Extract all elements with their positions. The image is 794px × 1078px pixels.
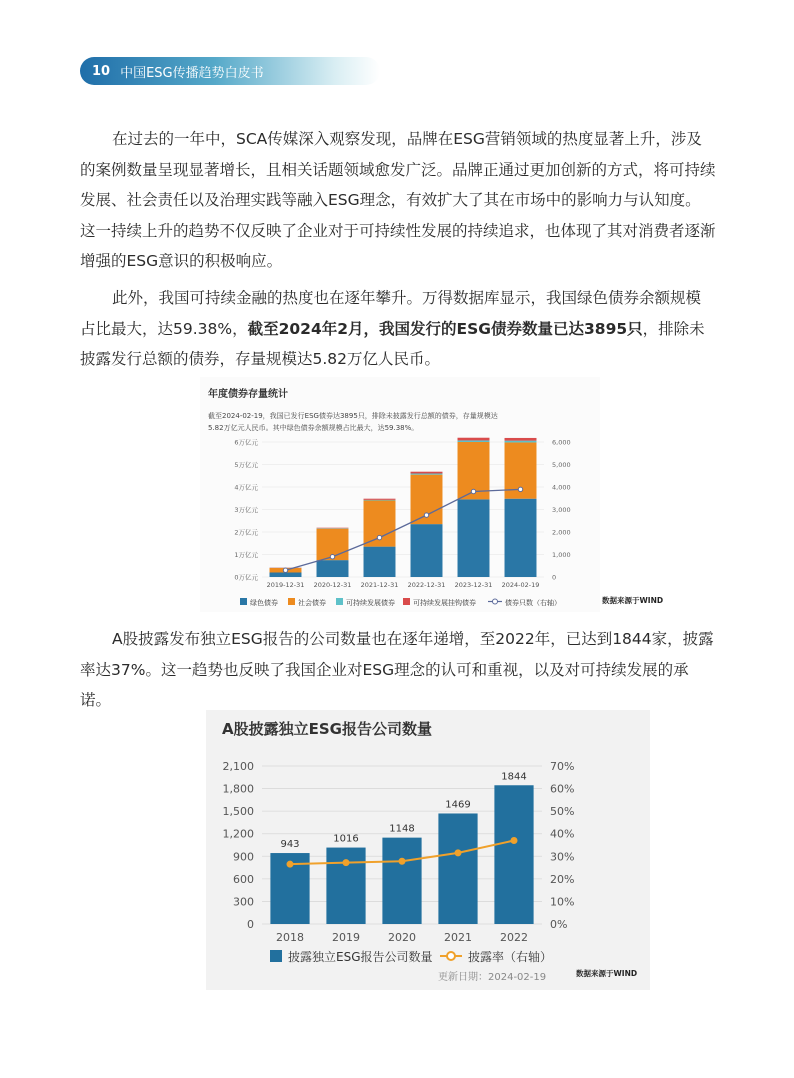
disclosure-rate-point [399,858,405,864]
legend-marker-bond-count [493,599,498,604]
paragraph-3-text: A股披露发布独立ESG报告的公司数量也在逐年递增，至2022年，已达到1844家，披露率达37%。这一趋势也反映了我国企业对ESG理念的认可和重视，以及对可持续发展的承诺。 [80,630,714,709]
bond-stock-chart-svg [200,377,600,612]
esg-report-chart [206,710,650,990]
x-tick-label: 2022 [500,931,528,944]
y-right-tick-label: 1,000 [552,551,571,559]
legend-marker-disclosure-rate [447,952,455,960]
x-tick-label: 2019 [332,931,360,944]
chart1-subtitle-1: 截至2024-02-19，我国已发行ESG债券达3895只，排除未披露发行总额的债券，存量规模达 [208,412,498,420]
y-right-tick-label: 0% [550,918,568,931]
x-tick-label: 2018 [276,931,304,944]
paragraph-1-text: 在过去的一年中，SCA传媒深入观察发现，品牌在ESG营销领域的热度显著上升，涉及的案例数量呈现显著增长，且相关话题领域愈发广泛。品牌正通过更加创新的方式，将可持续发展、社会责任以及治理实践等融入ESG理念，有效扩大了其在市场中的影响力与认知度。这一持续上升的趋势不仅反映了企业对于可持续性发展的持续追求，也体现了其对消费者逐渐增强的ESG意识的积极响应。 [80,130,716,270]
disclosure-rate-point [287,861,293,867]
bar [438,813,477,924]
paragraph-2-text-a: 此外，我国可持续金融的热度也在逐年攀升。万得数据库显示，我国绿色债券余额规模占比最大，达59.38%， [80,289,702,338]
page-number: 10 [92,63,111,79]
y-left-tick-label: 1,800 [222,782,254,796]
y-right-tick-label: 10% [550,895,575,909]
x-tick-label: 2021-12-31 [360,581,399,589]
legend-swatch-linked-bond [403,598,410,605]
y-left-tick-label: 600 [233,872,254,886]
legend-green-bond: 绿色债券 [250,599,278,607]
y-right-tick-label: 20% [550,872,575,886]
bar [382,838,421,924]
bar-segment [411,474,443,475]
bar-segment [364,500,396,501]
bond-count-point [518,487,522,491]
legend-disclosure-rate: 披露率（右轴） [468,950,553,964]
y-left-tick-label: 300 [233,895,254,909]
bar-segment [505,438,537,441]
x-tick-label: 2021 [444,931,472,944]
bar-segment [364,499,396,500]
y-right-tick-label: 3,000 [552,506,571,514]
esg-report-chart-svg [206,710,650,990]
x-tick-label: 2023-12-31 [454,581,493,589]
legend-sustainable-bond: 可持续发展债券 [346,599,395,607]
legend-bond-count: 债券只数（右轴） [505,599,561,607]
bond-count-point [283,568,287,572]
bar-segment [317,560,349,577]
y-right-tick-label: 0 [552,573,557,582]
y-left-tick-label: 1,200 [222,827,254,841]
y-left-tick-label: 5万亿元 [234,461,258,469]
paragraph-2-text-b: ，排除未披露发行总额的债券，存量规模达5.82万亿人民币。 [80,319,705,368]
y-right-tick-label: 40% [550,827,575,841]
bar-segment [505,499,537,577]
disclosure-rate-point [455,850,461,856]
bar-data-label: 1844 [501,771,527,783]
bar-segment [270,573,302,578]
document-title: 中国ESG传播趋势白皮书 [120,65,264,81]
paragraph-2-bold: 截至2024年2月，我国发行的ESG债券数量已达3895只 [247,319,643,338]
x-tick-label: 2022-12-31 [407,581,446,589]
bar-segment [411,524,443,577]
y-left-tick-label: 4万亿元 [234,483,258,492]
chart1-subtitle-2: 5.82万亿元人民币。其中绿色债券余额规模占比最大，达59.38%。 [208,424,419,432]
y-left-tick-label: 2万亿元 [234,528,258,537]
bar-segment [411,472,443,474]
y-left-tick-label: 1万亿元 [234,551,258,559]
bar-data-label: 943 [280,839,300,851]
y-left-tick-label: 2,100 [222,760,254,773]
bar [494,785,533,924]
paragraph-1 [80,124,716,277]
chart2-source: 数据来源于WIND [576,969,638,978]
y-right-tick-label: 50% [550,805,575,819]
bar-segment [458,499,490,577]
paragraph-2 [80,283,716,375]
y-left-tick-label: 3万亿元 [234,506,258,514]
legend-company-count: 披露独立ESG报告公司数量 [288,950,433,964]
legend-swatch-green-bond [240,598,247,605]
y-right-tick-label: 6,000 [552,438,571,447]
legend-swatch-sustainable-bond [336,598,343,605]
x-tick-label: 2024-02-19 [501,581,540,589]
y-right-tick-label: 4,000 [552,483,571,492]
y-left-tick-label: 900 [233,850,254,864]
bond-count-point [330,555,334,559]
bar-segment [458,440,490,442]
legend-swatch-social-bond [288,598,295,605]
y-right-tick-label: 70% [550,760,575,773]
bond-count-point [471,489,475,493]
chart2-update-date: 更新日期：2024-02-19 [438,972,547,983]
paragraph-3 [80,624,716,716]
bar-data-label: 1148 [389,823,415,835]
disclosure-rate-point [343,860,349,866]
chart1-source: 数据来源于WIND [602,596,664,605]
disclosure-rate-point [511,837,517,843]
y-right-tick-label: 30% [550,850,575,864]
bond-count-point [424,513,428,517]
bar-data-label: 1469 [445,799,471,811]
chart2-title: A股披露独立ESG报告公司数量 [222,720,432,738]
bar-data-label: 1016 [333,833,359,845]
x-tick-label: 2019-12-31 [266,581,305,589]
y-right-tick-label: 5,000 [552,461,571,469]
chart1-title: 年度债券存量统计 [208,389,288,400]
y-left-tick-label: 0万亿元 [234,573,258,582]
y-left-tick-label: 1,500 [222,805,254,819]
legend-social-bond: 社会债券 [298,599,326,607]
bar-segment [505,441,537,443]
y-right-tick-label: 60% [550,782,575,796]
bond-stock-chart [200,377,600,612]
bar [326,848,365,924]
legend-linked-bond: 可持续发展挂钩债券 [413,599,476,607]
bar-segment [364,547,396,577]
y-left-tick-label: 6万亿元 [234,438,258,447]
y-left-tick-label: 0 [247,918,254,931]
y-right-tick-label: 2,000 [552,528,571,537]
bond-count-point [377,535,381,539]
header-bar [80,57,380,85]
x-tick-label: 2020-12-31 [313,581,352,589]
bar-segment [458,438,490,441]
x-tick-label: 2020 [388,931,416,944]
legend-swatch-company-count [270,950,282,962]
